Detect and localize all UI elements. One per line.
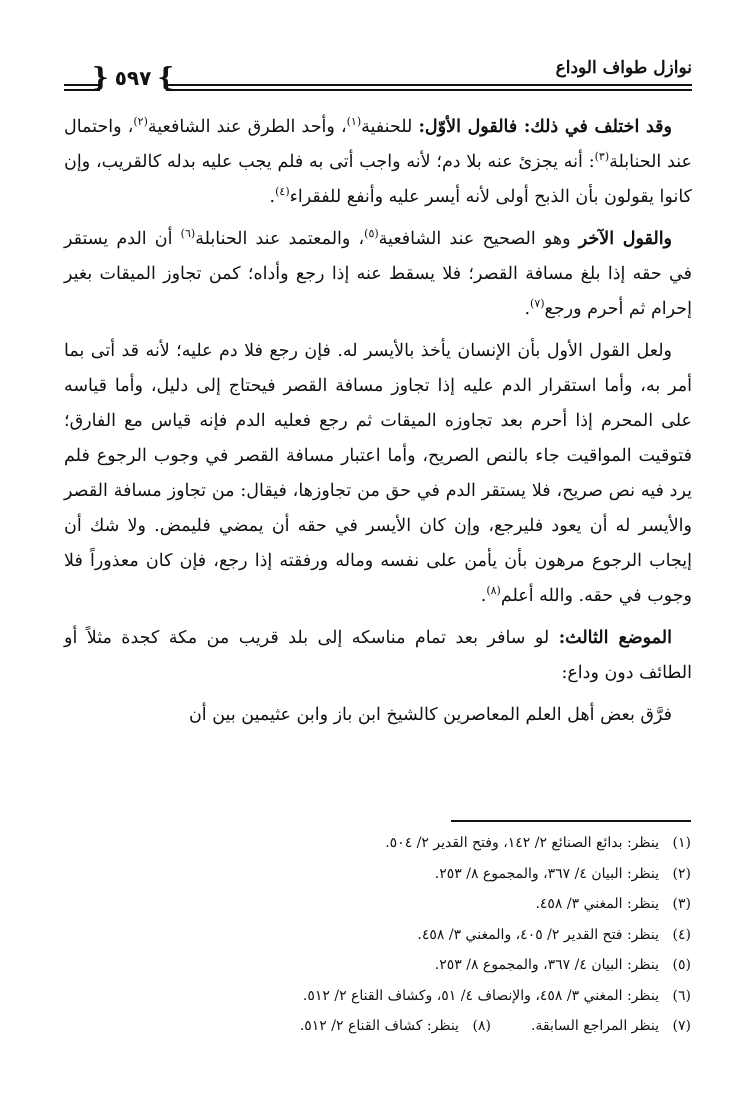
page-header [64, 50, 692, 94]
bracket-open: } [157, 63, 175, 93]
footnote-number: (٦) [672, 987, 691, 1004]
body-text [64, 110, 692, 740]
footnote-6 [63, 981, 691, 1012]
paragraph-1 [64, 110, 692, 215]
footnote-ref-4: (٤) [275, 185, 290, 199]
footnote-separator [451, 820, 691, 822]
paragraph-2-text-2: ، والمعتمد عند الحنابلة [195, 229, 365, 249]
paragraph-1-text-1: للحنفية [361, 117, 419, 137]
paragraph-2-text-3: أن الدم يستقر في حقه إذا بلغ مسافة القصر؛ فلا يسقط عنه إذا رجع وأداه؛ كمن تجاوز الميقات بغير إحرام ثم أحرم ورجع [64, 229, 692, 319]
paragraph-2 [64, 222, 692, 327]
footnote-4 [63, 920, 691, 951]
page-number: ٥٩٧ [114, 66, 152, 90]
footnote-ref-3: (٣) [594, 150, 610, 164]
paragraph-2-bold-intro: والقول الآخر [578, 229, 673, 249]
footnote-2 [63, 859, 691, 890]
paragraph-1-text-3: ، واحتمال عند الحنابلة [64, 117, 692, 172]
footnote-ref-5: (٥) [364, 227, 379, 241]
footnote-text: ينظر: البيان ٤/ ٣٦٧، والمجموع ٨/ ٢٥٣. [434, 865, 659, 882]
footnote-text: ينظر: البيان ٤/ ٣٦٧، والمجموع ٨/ ٢٥٣. [434, 957, 659, 973]
paragraph-2-text-1: وهو الصحيح عند الشافعية [378, 229, 579, 249]
page-number-box [91, 60, 175, 96]
footnote-ref-8: (٨) [486, 584, 501, 598]
footnote-5 [63, 950, 691, 981]
footnote-text: ينظر: المغني ٣/ ٤٥٨. [535, 896, 659, 912]
footnote-number: (٣) [672, 896, 691, 912]
footnotes [63, 828, 691, 1042]
paragraph-1-text-4: : أنه يجزئ عنه بلا دم؛ لأنه واجب أتى به فلم يجب عليه بدله كالقريب، وإن كانوا يقولون بأن الذبح أولى لأنه أيسر عليه وأنفع للفقراء [64, 152, 692, 207]
footnote-8 [300, 1011, 491, 1042]
footnote-ref-2: (٢) [133, 115, 148, 129]
paragraph-1-text-2: ، وأحد الطرق عند الشافعية [147, 117, 347, 137]
paragraph-2-text-4: . [524, 299, 531, 319]
paragraph-4-text-1: لو سافر بعد تمام مناسكه إلى بلد قريب من مكة كجدة مثلاً أو الطائف دون وداع: [64, 628, 692, 683]
footnote-number: (٧) [672, 1018, 691, 1034]
footnote-text: ينظر المراجع السابقة. [530, 1018, 659, 1034]
footnote-number: (٤) [672, 926, 691, 943]
paragraph-5-text-1: فرَّق بعض أهل العلم المعاصرين كالشيخ ابن باز وابن عثيمين بين أن [188, 705, 672, 725]
paragraph-3-text-2: . [480, 586, 487, 606]
footnote-ref-6: (٦) [180, 227, 196, 241]
footnote-1 [63, 828, 691, 859]
footnote-number: (٨) [472, 1018, 491, 1034]
paragraph-4-bold-intro: الموضع الثالث: [558, 628, 672, 648]
footnote-3 [63, 889, 691, 920]
paragraph-3 [64, 334, 692, 614]
footnote-ref-7: (٧) [530, 297, 545, 311]
footnote-text: ينظر: فتح القدير ٢/ ٤٠٥، والمغني ٣/ ٤٥٨. [417, 926, 659, 943]
paragraph-5 [64, 698, 692, 733]
footnote-text: ينظر: بدائع الصنائع ٢/ ١٤٢، وفتح القدير ٢/ ٥٠٤. [385, 835, 659, 851]
paragraph-1-bold-intro: وقد اختلف في ذلك: فالقول الأوّل: [418, 117, 672, 137]
bracket-close: { [91, 63, 109, 93]
footnote-number: (٢) [672, 865, 691, 882]
footnote-7 [531, 1011, 691, 1042]
paragraph-4 [64, 621, 692, 691]
footnote-number: (١) [672, 835, 691, 851]
footnote-text: ينظر: المغني ٣/ ٤٥٨، والإنصاف ٤/ ٥١، وكشاف القناع ٢/ ٥١٢. [302, 987, 659, 1004]
running-title: نوازل طواف الوداع [555, 58, 692, 78]
paragraph-3-text-1: ولعل القول الأول بأن الإنسان يأخذ بالأيسر له. فإن رجع فلا دم عليه؛ لأنه قد أتى بما أمر به، وأما استقرار الدم عليه إذا تجاوز مسافة القصر فيحتاج إلى دليل، وأما قياسه على المحرم إذا أحرم بعد تجاوزه الميقات ثم رجع فعليه الدم فإنه قياس مع الفارق؛ فتوقيت المواقيت جاء بالنص الصريح، وأما اعتبار مسافة القصر في وجوب الرجوع فلم يرد فيه نص صريح، فلا يستقر الدم في حق من تجاوزها، فيقال: من تجاوز مسافة القصر والأيسر له أن يعود فليرجع، وإن كان الأيسر في حقه أن يمضي فليمض. ولا شك أن إيجاب الرجوع مرهون بأن يأمن على نفسه وماله ورفقته إذا رجع، فإن كان معذوراً فلا وجوب في حقه. والله أعلم [64, 341, 692, 606]
footnote-ref-1: (١) [346, 115, 362, 129]
footnote-text: ينظر: كشاف القناع ٢/ ٥١٢. [299, 1018, 459, 1034]
footnote-number: (٥) [672, 957, 691, 973]
footnote-row-7-8 [63, 1011, 691, 1042]
paragraph-1-text-5: . [269, 187, 276, 207]
